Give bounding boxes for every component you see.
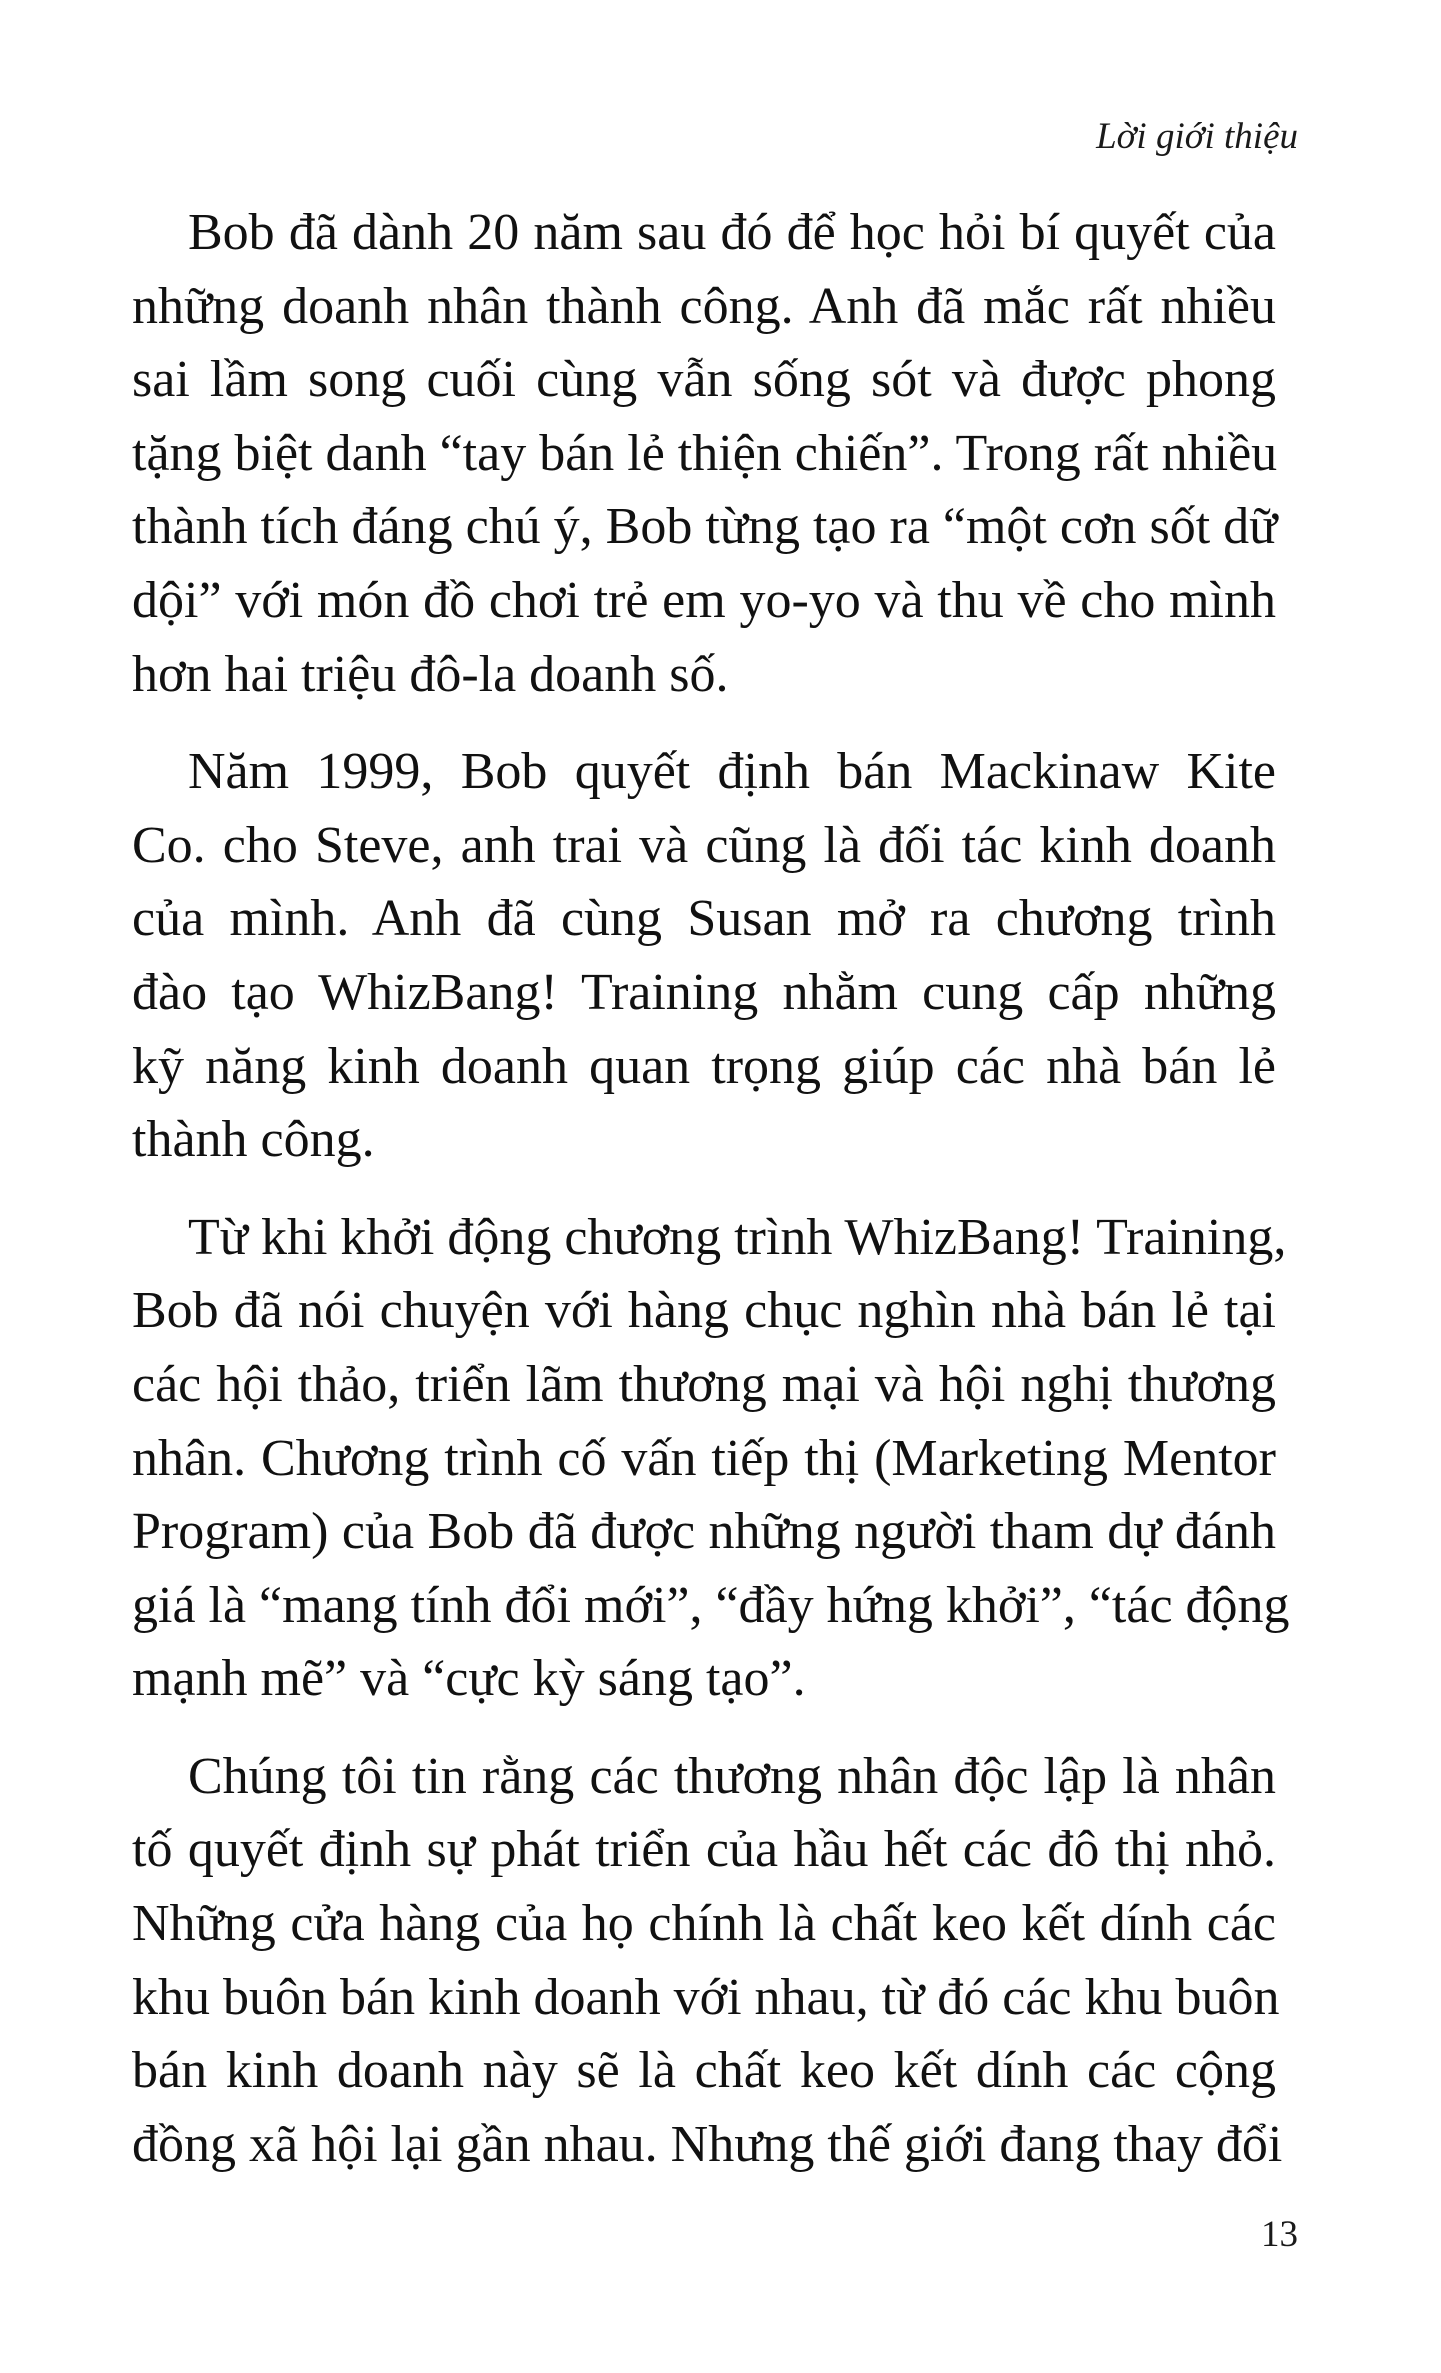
- text-line: tặng biệt danh “tay bán lẻ thiện chiến”. Trong rất nhiều: [132, 424, 1278, 482]
- paragraph-3: [132, 1201, 1290, 1716]
- running-header: Lời giới thiệu: [1096, 116, 1298, 157]
- text-line: tố quyết định sự phát triển của hầu hết các đô thị nhỏ.: [132, 1821, 1276, 1879]
- text-line: Từ khi khởi động chương trình WhizBang! Training,: [188, 1208, 1287, 1266]
- text-line: Những cửa hàng của họ chính là chất keo kết dính các: [132, 1895, 1276, 1953]
- text-line: kỹ năng kinh doanh quan trọng giúp các nhà bán lẻ: [132, 1037, 1276, 1095]
- text-line: Program) của Bob đã được những người tham dự đánh: [132, 1503, 1276, 1561]
- text-line: dội” với món đồ chơi trẻ em yo-yo và thu về cho mình: [132, 571, 1276, 629]
- text-line: nhân. Chương trình cố vấn tiếp thị (Marketing Mentor: [132, 1429, 1276, 1487]
- text-line: giá là “mang tính đổi mới”, “đầy hứng khởi”, “tác động: [132, 1576, 1290, 1634]
- text-line: những doanh nhân thành công. Anh đã mắc rất nhiều: [132, 277, 1276, 335]
- text-line: Bob đã nói chuyện với hàng chục nghìn nhà bán lẻ tại: [132, 1282, 1276, 1340]
- text-line: mạnh mẽ” và “cực kỳ sáng tạo”.: [132, 1650, 806, 1708]
- text-line: bán kinh doanh này sẽ là chất keo kết dính các cộng: [132, 2042, 1276, 2100]
- text-line: thành công.: [132, 1111, 375, 1169]
- text-line: khu buôn bán kinh doanh với nhau, từ đó các khu buôn: [132, 1968, 1280, 2026]
- text-line: đào tạo WhizBang! Training nhằm cung cấp những: [132, 963, 1276, 1021]
- body-text: [132, 196, 1290, 2205]
- text-line: Chúng tôi tin rằng các thương nhân độc lập là nhân: [188, 1747, 1276, 1805]
- paragraph-4: [132, 1740, 1283, 2182]
- text-line: các hội thảo, triển lãm thương mại và hội nghị thương: [132, 1355, 1276, 1413]
- text-line: Co. cho Steve, anh trai và cũng là đối tác kinh doanh: [132, 816, 1276, 874]
- page-number: 13: [1261, 2214, 1298, 2255]
- text-line: sai lầm song cuối cùng vẫn sống sót và được phong: [132, 351, 1276, 409]
- text-line: Năm 1999, Bob quyết định bán Mackinaw Kite: [188, 743, 1276, 801]
- paragraph-1: [132, 196, 1276, 711]
- text-line: Bob đã dành 20 năm sau đó để học hỏi bí quyết của: [188, 204, 1276, 261]
- text-line: của mình. Anh đã cùng Susan mở ra chương trình: [132, 890, 1276, 948]
- paragraph-2: [132, 735, 1276, 1177]
- text-line: đồng xã hội lại gần nhau. Nhưng thế giới đang thay đổi: [132, 2115, 1283, 2173]
- text-line: thành tích đáng chú ý, Bob từng tạo ra “một cơn sốt dữ: [132, 498, 1278, 556]
- text-line: hơn hai triệu đô-la doanh số.: [132, 645, 729, 703]
